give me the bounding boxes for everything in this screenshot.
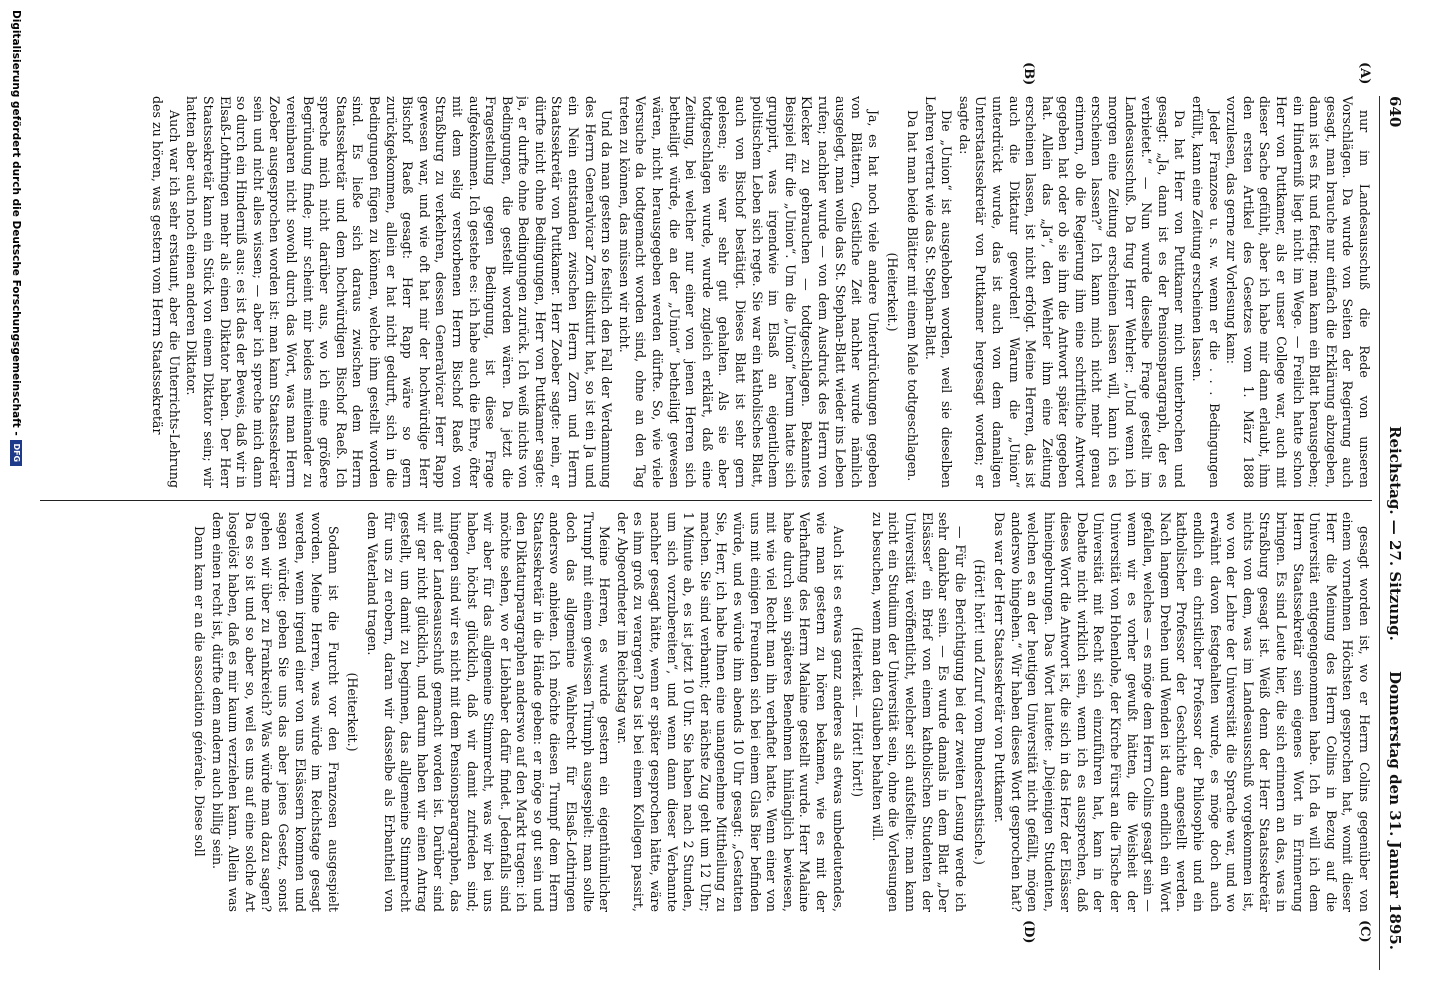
dfg-logo: DFG [10,440,22,466]
right-column [40,512,1372,912]
paragraph: Und da man gestern so festlich den Fall der Verdammung des Herrn Generalvicar Zorn diskutirt hat, so ist ein Ja und ein Nein entstanden zwischen Herrn Zorn und Herrn Staatssekretär von Puttkamer. Herr Zoeber sagte: nein, er dürfte nicht ohne Bedingungen, Herr von Puttkamer sagte: ja, er durfte ohne Bedingungen zurück. Ich weiß nichts von Bedingungen, die gestellt worden wären. Da jetzt die Fragestellung gegen Bedingung, ist diese Frage aufgekommen. Ich gestehe es: ich habe auch die Ehre, öfter mit dem selig verstorbenen Herrn Bischof Raeß von Straßburg zu verkehren, dessen Generalvicar Herr Rapp gewesen war, und wie oft hat mir der hochwürdige Herr Bischof Raeß gesagt: Herr Rapp wäre so gern zurückgekommen, allein er hat nicht gedurft, sich in die Bedingungen fügen zu können, welche ihm gestellt worden sind. Es ließe sich daraus zwischen dem Herrn Staatssekretär und dem hochwürdigen Bischof Raeß. Ich spreche mich nicht darüber aus, wo ich eine größere Begründung finde; mir scheint mir beides miteinander zu vereinbaren nicht sowohl durch das Wort, was man Herrn Zoeber ausgesprochen worden ist: man kann Staatssekretär sein und nicht alles wissen; — aber ich spreche mich dann so durch ein Hinderniß aus: es ist das der Beweis, daß wir in Elsaß-Lothringen mehr als einen Diktator haben. Der Herr Staatssekretär kann ein Stück von einem Diktator sein; wir hatten aber auch noch einen anderen Diktator. [184,96,615,488]
paragraph: nur im Landesausschuß die Rede von unseren Vorschlägen. Da wurde von Seiten der Regierung auch gesagt, man brauche nur einfach die Erklärung abzugeben, dann ist es fix und fertig: man kann ein Blatt herausgeben; ein Hinderniß liegt nicht im Wege. — Freilich hatte schon Herr von Puttkamer, als er unser College war, auch mit dieser Sache gefühlt, aber ich habe mir dann erlaubt, ihm den ersten Artikel des Gesetzes vom 1. März 1888 vorzulesen, das gerne zur Vorlesung kam: [1224,96,1372,488]
interjection: (Hört! hört! und Zuruf vom Bundesrathstische.) [972,559,988,865]
paragraph: Da hat Herr von Puttkamer mich unterbrochen und gesagt: „Ja, dann ist es der Pensionsparagraph, der es verbietet.“ — Nun wurde dieselbe Frage gestellt im Landesausschuß. Da frug Herr Wehrler: „Und wenn ich morgen eine Zeitung erscheinen lassen will, kann ich es erscheinen lassen?“ Ich kann mich nicht mehr genau erinnern, ob die Regierung ihm eine schriftliche Antwort gegeben hat oder ob sie ihm die Antwort später gegeben hat. Allein das „Ja“, den Wehrler ihm eine Zeitung erscheinen lassen, ist nicht erfolgt. Meine Herren, das ist auch die Diktatur geworden! Warum die „Union“ unterdrückt wurde, das ist auch von dem damaligen Unterstaatssekretär von Puttkamer hergesagt worden; er sagte da: [956,96,1188,488]
interjection: (Heiterkeit.) [885,252,901,332]
interjection: (Heiterkeit.) [345,672,361,752]
margin-marker-d: (D) [1021,920,1036,944]
interjection: (Heiterkeit. — Hört! hört!) [850,626,866,798]
paragraph: Sodann ist die Furcht vor den Franzosen ausgespielt worden. Meine Herren, was würde im Reichstage gesagt werden, wenn irgend einer von uns Elsässern kommen und sagen würde: geben Sie uns das aber jenes Gesetz, sonst gehen wir über zu Frankreich? Was würde man dazu sagen? Da es so ist und so aber so, weil es uns auf eine solche Art losgelöst haben, daß es mir kaum verziehen kann. Allein was dem einen recht ist, dürfte dem andern auch billig sein. [209,512,341,912]
page-number: 640 [1386,96,1404,128]
page-header [1376,96,1404,990]
paragraph: Ja, es hat noch viele andere Unterdrückungen gegeben von Blättern, Geistliche Zeit nachher wurde nämlich ausgelegt, man wolle das St. Stephan-Blatt wieder ins Leben rufen; nachher wurde — von dem Ausdruck des Herrn von Klecker zu gebrauchen — todtgeschlagen. Bekanntes Beispiel für die „Union“. Um die „Union“ herum hatte sich gruppirt, was irgendwie im Elsaß an eigentlichem politischem Leben sich regte. Sie war ein katholisches Blatt, auch von Bischof bestätigt. Dieses Blatt ist sehr gern gelesen; sie war sehr gut gehalten. Als sie aber todtgeschlagen wurde, wurde zugleich erklärt, daß eine Zeitung, bei welcher nur einer von jenen Herren sich betheiligt würde, die an der „Union“ betheiligt gewesen wären, nicht herausgegeben werden dürfte. So, wie viele Versuche da todtgemacht worden sind, ohne an den Tag treten zu können, das müssen wir nicht. [616,96,881,488]
paragraph: Dann kam er an die association générale. Diese soll [192,526,208,857]
margin-marker-b: (B) [1021,62,1036,86]
paragraph: Da hat man beide Blätter mit einem Male todtgeschlagen. [904,110,920,482]
margin-marker-a: (A) [1357,62,1372,85]
left-column [40,96,1372,488]
paragraph: — Für die Berichtigung bei der zweiten Lesung werde ich sehr dankbar sein. — Es wurde damals in dem Blatt „Der Elsässer“ ein Brief von einem katholischen Studenten der Universität veröffentlicht, welcher sich aufstellte: man kann nicht ein Studium der Universität sein, ohne die Vorlesungen zu besuchen, wenn man den Glauben behalten will. [869,512,968,912]
session-date: Donnerstag den 31. Januar 1895. [1386,671,1404,950]
paragraph: Meine Herren, es wurde gestern ein eigenthümlicher Trumpf mit einem gewissen Triumph ausgespielt: man sollte doch das allgemeine Wahlrecht für Elsaß-Lothringen anderswo anbieten. Ich möchte diesen Trumpf dem Herrn Staatssekretär in die Hände geben: er möge so gut sein und den Diktaturparagraphen anderswo auf den Markt tragen: ich möchte sehen, wo er Liebhaber dafür findet. Jedenfalls sind wir aber für das allgemeine Stimmrecht, was wir bei uns haben, höchst glücklich, daß wir damit zufrieden sind; hingegen sind wir es nicht mit dem Pensionsparagraphen, das mit der Landesausschuß gemacht worden ist. Darüber sind wir gar nicht glücklich, und darum haben wir einen Antrag gestellt, um damit zu beginnen, das allgemeine Stimmrecht für uns zu erobern, daran wir dasselbe als Erbantheil von dem Vaterland tragen. [364,512,613,912]
paragraph: Jeder Franzose u. s. w. wenn er die . . . Bedingungen erfüllt, kann eine Zeitung erscheinen lassen. [1190,96,1222,488]
digitization-footer [6,10,22,466]
paragraph: Die „Union“ ist ausgehoben worden, weil sie dieselben Lehren vertrat wie das St. Stephan-Blatt. [922,96,955,488]
paragraph: Auch war ich sehr erstaunt, aber die Unterrichts-Lehrung des zu hören, was gestern vom Herrn Staatssekretär [150,96,182,488]
paragraph: gesagt worden ist, wo er Herrn Colins gegenüber von einem vornehmen Höchsten gesprochen hat, womit dieser Herr die Meinung des Herrn Colins in Bezug auf die Universität entgegengenommen habe. Ich da will ich dem Herrn Staatssekretär sein eigenes Wort in Erinnerung bringen. Es sind Leute hier, die sich erinnern an das, was in Straßburg gesagt ist. Weiß denn der Herr Staatssekretär nichts von dem, was im Landesausschuß vorgekommen ist, wo von der Lehre der Universität die Sprache war, und wo erwähnt davon festgehalten wurde, es möge doch auch endlich ein christlicher Professor der Philosophie und ein katholischer Professor der Geschichte angestellt werden. Nach langem Drehen und Wenden ist dann endlich ein Wort gefallen, welches — es möge dem Herrn Colins gesagt sein — wenn wir es vorher gewußt hätten, die Weisheit der Universität von Hohenlohe, der Kirche Fürst an die Tische der Universität mit Recht sich einzuführen hat, kam in der Debatte nicht wirklich sein, wenn ich es aussprechen, daß dieses Wort die Antwort ist, die sich in das Herz der Elsässer hineingebrungen. Das Wort lautete: „Diejenigen Studenten, welchen es an der heutigen Universität nicht gefällt, mögen anderswo hingehen.“ Wir haben dieses Wort gesprochen hat? Das war der Herr Staatssekretär von Puttkamer. [991,512,1372,912]
margin-marker-c: (C) [1357,920,1372,943]
footer-text: Digitalisierung gefördert durch die Deutsche Forschungsgemeinschaft - [10,10,22,436]
paragraph: Auch ist es etwas ganz anderes als etwas unbedeutendes, wie man gestern zu hören bekamen, wie es mit der Verhaftung des Herrn Malaine gestellt wurde. Herr Malaine habe durch sein späteres Benehmen hinlänglich bewiesen, mit wie viel Recht man ihn verhaftet hatte. Wenn einer von uns mit einigen Freunden sich bei einem Glas Bier befinden würde, und es würde ihm abends 10 Uhr gesagt: „Gestatten Sie, Herr, ich habe Ihnen eine unangenehme Mittheilung zu machen. Sie sind verbannt; der nächste Zug geht um 12 Uhr; 1 Minute ab, es ist jetzt 10 Uhr. Sie haben nach 2 Stunden, um sich vorzubereiten“, und wenn dann dieser Verbannte nachher gesagt hätte, wenn er später gesprochen hätte, wäre es ihm groß zu verargen? Das ist bei einem Kollegen passirt, der Abgeordneter im Reichstag war. [614,512,846,912]
column-divider [40,500,1372,501]
session-title: Reichstag. — 27. Sitzung. [1386,426,1404,641]
header-rule [1379,96,1380,970]
